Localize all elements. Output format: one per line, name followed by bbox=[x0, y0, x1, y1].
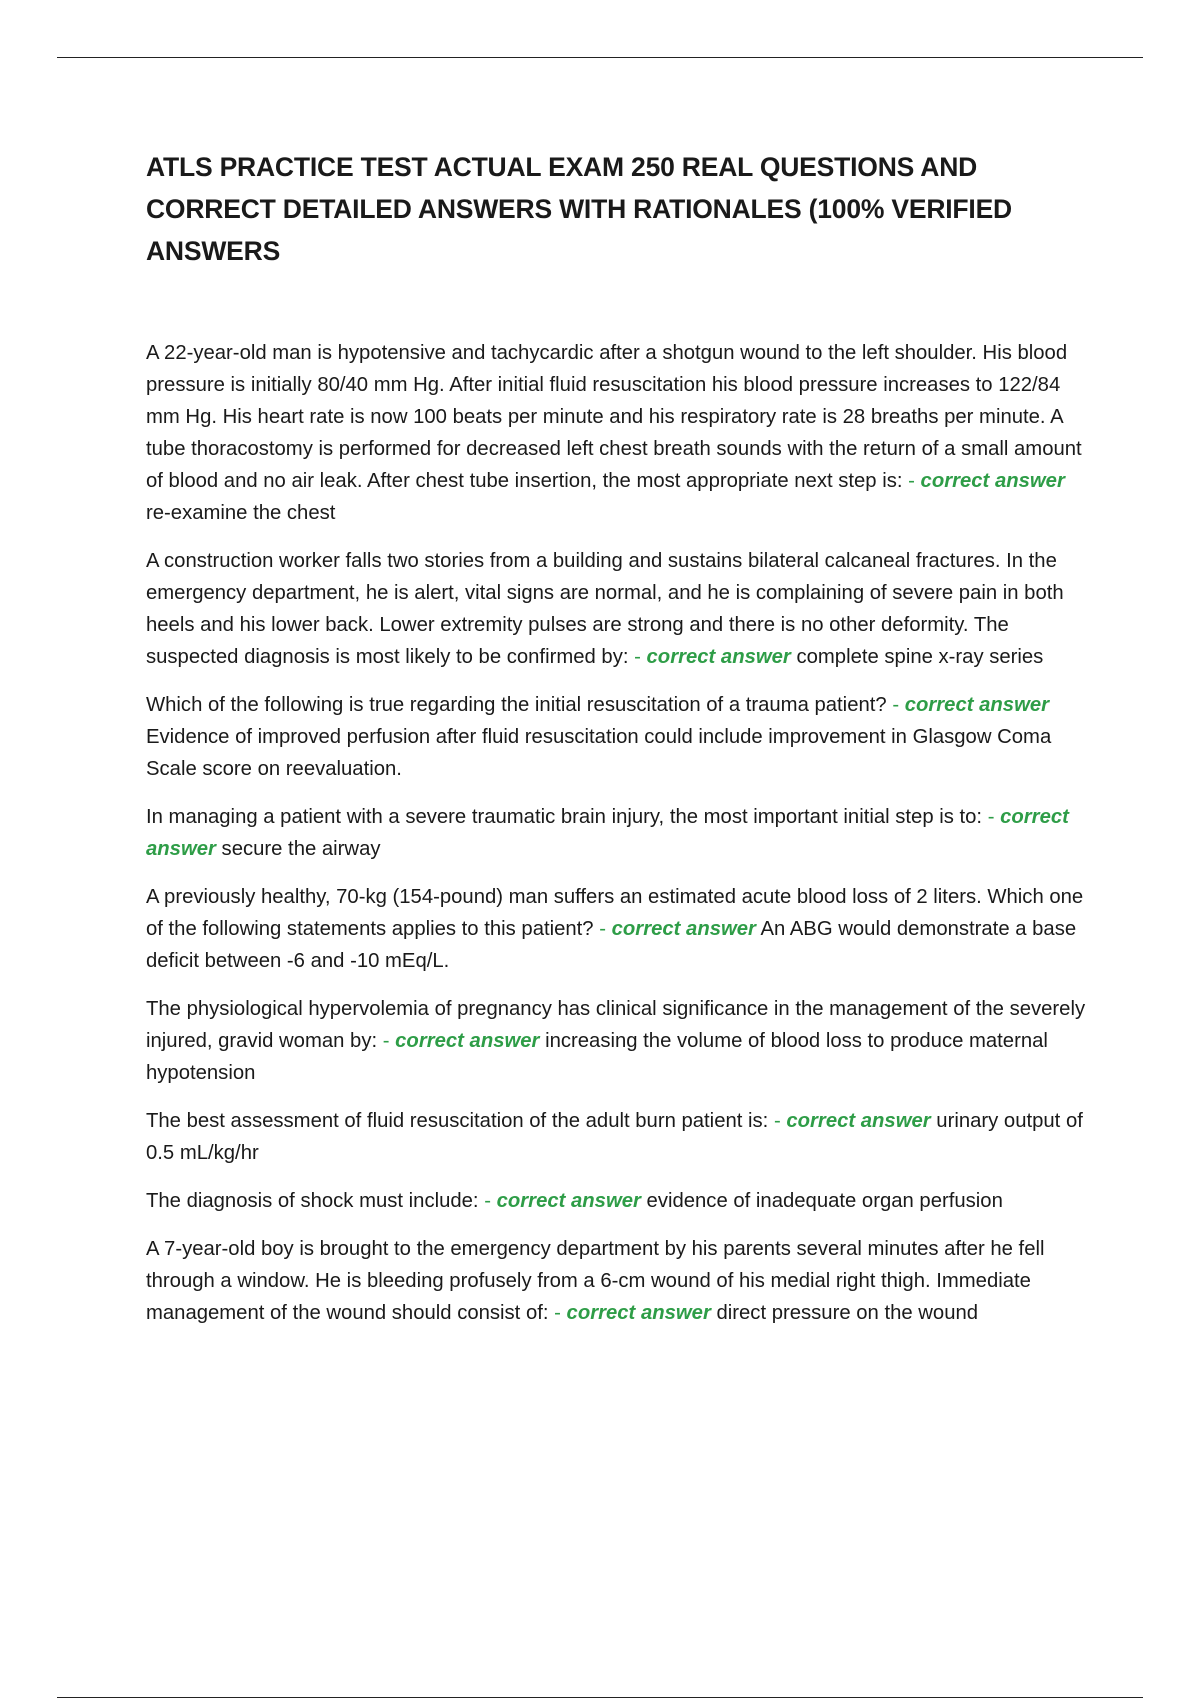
answer-text: An ABG would demonstrate a base deficit between -6 and -10 mEq/L. bbox=[146, 918, 1077, 972]
correct-answer-marker: correct answer bbox=[786, 1110, 931, 1132]
answer-separator: - bbox=[908, 470, 915, 492]
answer-text: evidence of inadequate organ perfusion bbox=[646, 1190, 1003, 1212]
correct-answer-marker: correct answer bbox=[611, 918, 756, 940]
correct-answer-marker: correct answer bbox=[566, 1302, 711, 1324]
qa-item bbox=[146, 993, 1094, 1089]
answer-separator: - bbox=[382, 1030, 390, 1052]
answer-text: increasing the volume of blood loss to produce maternal hypotension bbox=[146, 1030, 1048, 1084]
qa-item bbox=[146, 689, 1094, 785]
answer-separator: - bbox=[634, 646, 641, 668]
question-text: A 7-year-old boy is brought to the emergency department by his parents several minutes after he fell through a window. He is bleeding profusely from a 6-cm wound of his medial right thigh. Immediate management of the wound should consist of: bbox=[146, 1238, 1045, 1324]
answer-text: urinary output of 0.5 mL/kg/hr bbox=[146, 1110, 1083, 1164]
qa-item bbox=[146, 1185, 1094, 1217]
answer-separator: - bbox=[484, 1190, 491, 1212]
question-text: A 22-year-old man is hypotensive and tachycardic after a shotgun wound to the left shoulder. His blood pressure is initially 80/40 mm Hg. After initial fluid resuscitation his blood pressure increases to 122/84 mm Hg. His heart rate is now 100 beats per minute and his respiratory rate is 28 breaths per minute. A tube thoracostomy is performed for decreased left chest breath sounds with the return of a small amount of blood and no air leak. After chest tube insertion, the most appropriate next step is: bbox=[146, 342, 1082, 492]
qa-item bbox=[146, 545, 1094, 673]
answer-separator: - bbox=[773, 1110, 781, 1132]
question-text: The diagnosis of shock must include: bbox=[146, 1190, 479, 1212]
document-title: ATLS PRACTICE TEST ACTUAL EXAM 250 REAL QUESTIONS AND CORRECT DETAILED ANSWERS WITH RATIONALES (100% VERIFIED ANSWERS bbox=[146, 152, 1012, 266]
question-text: Which of the following is true regarding the initial resuscitation of a trauma patient? bbox=[146, 694, 887, 716]
correct-answer-marker: correct answer bbox=[395, 1030, 540, 1052]
answer-text: re-examine the chest bbox=[146, 502, 336, 524]
answer-separator: - bbox=[987, 806, 995, 828]
question-text: A previously healthy, 70-kg (154-pound) man suffers an estimated acute blood loss of 2 liters. Which one of the following statements applies to this patient? bbox=[146, 886, 1084, 940]
answer-text: secure the airway bbox=[221, 838, 381, 860]
answer-text: Evidence of improved perfusion after fluid resuscitation could include improvement in Glasgow Coma Scale score on reevaluation. bbox=[146, 726, 1052, 780]
answer-text: direct pressure on the wound bbox=[716, 1302, 979, 1324]
answer-text: complete spine x-ray series bbox=[796, 646, 1044, 668]
qa-item bbox=[146, 1233, 1094, 1329]
qa-list bbox=[146, 337, 1094, 1345]
question-text: The physiological hypervolemia of pregnancy has clinical significance in the management of the severely injured, gravid woman by: bbox=[146, 998, 1086, 1052]
answer-separator: - bbox=[892, 694, 900, 716]
correct-answer-marker: correct answer bbox=[920, 470, 1065, 492]
question-text: A construction worker falls two stories from a building and sustains bilateral calcaneal fractures. In the emergency department, he is alert, vital signs are normal, and he is complaining of severe pain in both heels and his lower back. Lower extremity pulses are strong and there is no other deformity. The suspected diagnosis is most likely to be confirmed by: bbox=[146, 550, 1064, 668]
question-text: In managing a patient with a severe traumatic brain injury, the most important initial step is to: bbox=[146, 806, 983, 828]
question-text: The best assessment of fluid resuscitation of the adult burn patient is: bbox=[146, 1110, 769, 1132]
answer-separator: - bbox=[554, 1302, 561, 1324]
qa-item bbox=[146, 801, 1094, 865]
correct-answer-marker: correct answer bbox=[646, 646, 791, 668]
top-rule bbox=[57, 57, 1143, 58]
bottom-rule bbox=[57, 1697, 1143, 1698]
answer-separator: - bbox=[599, 918, 606, 940]
correct-answer-marker: correct answer bbox=[904, 694, 1050, 716]
qa-item bbox=[146, 1105, 1094, 1169]
qa-item bbox=[146, 881, 1094, 977]
qa-item bbox=[146, 337, 1094, 529]
correct-answer-marker: correct answer bbox=[496, 1190, 641, 1212]
correct-answer-marker: correct answer bbox=[146, 806, 1069, 860]
